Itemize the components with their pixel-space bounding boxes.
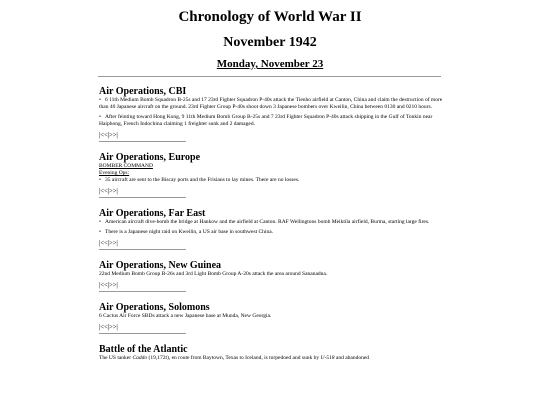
sub-heading: BOMBER COMMAND — [99, 163, 153, 169]
page-title: Chronology of World War II — [178, 9, 362, 25]
nav-first-link[interactable]: |<< — [99, 239, 108, 247]
nav-last-link[interactable]: >| — [112, 239, 118, 247]
nav-first-link[interactable]: |<< — [99, 323, 108, 331]
section-title: Battle of the Atlantic — [99, 344, 188, 355]
horizontal-rule — [98, 76, 441, 77]
nav-next-link[interactable]: > — [108, 281, 113, 289]
bullet-icon: • — [99, 97, 101, 103]
section-divider — [99, 333, 186, 334]
section-title: Air Operations, CBI — [99, 86, 187, 97]
nav-first-link[interactable]: |<< — [99, 187, 108, 195]
sub-heading: Evening Ops: — [99, 170, 130, 176]
bullet-icon: • — [99, 219, 101, 225]
nav-next-link[interactable]: > — [108, 131, 113, 139]
list-item: • After feinting toward Hong Kong, 9 11th Medium Bomb Group B-25s and 7 23rd Fighter Squadron P-40s attack shipping in the Gulf of Tonkin near Haiphong, French Indochina claiming 1 freighter sunk and 2 damaged. — [99, 114, 433, 127]
nav-first-link[interactable]: |<< — [99, 131, 108, 139]
nav-links: |<<|>>| — [99, 131, 118, 139]
page-subtitle: November 1942 — [223, 35, 317, 50]
section-divider — [99, 197, 186, 198]
list-item: • There is a Japanese night raid on Kweilin, a US air base in southwest China. — [99, 229, 274, 235]
section-divider — [99, 141, 186, 142]
list-item: • 6 11th Medium Bomb Squadron B-25s and 17 23rd Fighter Squadron P-40s attack the Tienho airfield at Canton, China and claim the destruction of more than 40 Japanese aircraft on the ground. 23rd Fighter Group P-40s shoot down 3 Japanese bombers over Kweilin, China between 0130 and 0210 hours. — [99, 97, 443, 110]
section-air-operations-solomons — [99, 302, 444, 334]
section-divider — [99, 249, 186, 250]
nav-first-link[interactable]: |<< — [99, 281, 108, 289]
nav-links: |<<|>>| — [99, 239, 118, 247]
nav-next-link[interactable]: > — [108, 187, 113, 195]
nav-last-link[interactable]: >| — [112, 281, 118, 289]
content-column — [99, 86, 444, 362]
section-text: 6 Cactus Air Force SBDs attack a new Japanese base at Munda, New Georgia. — [99, 313, 272, 319]
list-item: • 35 aircraft are sent to the Biscay ports and the Frisians to lay mines. There are no losses. — [99, 177, 300, 183]
section-text: The US tanker Caddo (19,172t), en route from Baytown, Texas to Iceland, is torpedoed and sunk by U-518 and abandoned — [99, 355, 370, 361]
nav-last-link[interactable]: >| — [112, 187, 118, 195]
nav-links: |<<|>>| — [99, 187, 118, 195]
section-air-operations-europe — [99, 152, 444, 198]
nav-links: |<<|>>| — [99, 281, 118, 289]
section-title: Air Operations, New Guinea — [99, 260, 222, 271]
section-text: 22nd Medium Bomb Group B-26s and 3rd Light Bomb Group A-20s attack the area around Sananadna. — [99, 271, 328, 277]
section-title: Air Operations, Solomons — [99, 302, 210, 313]
nav-next-link[interactable]: > — [108, 323, 113, 331]
bullet-icon: • — [99, 114, 101, 120]
bullet-icon: • — [99, 177, 101, 183]
nav-last-link[interactable]: >| — [112, 323, 118, 331]
nav-last-link[interactable]: >| — [112, 131, 118, 139]
day-heading: Monday, November 23 — [216, 58, 324, 70]
nav-next-link[interactable]: > — [108, 239, 113, 247]
section-title: Air Operations, Far East — [99, 208, 206, 219]
section-air-operations-far-east — [99, 208, 444, 250]
nav-links: |<<|>>| — [99, 323, 118, 331]
section-divider — [99, 291, 186, 292]
section-air-operations-cbi — [99, 86, 444, 142]
section-battle-of-the-atlantic — [99, 344, 444, 362]
list-item: • American aircraft dive-bomb the bridge at Hankow and the airfield at Canton. RAF Wellingtons bomb Meiktila airfield, Burma, starting large fires. — [99, 219, 430, 225]
section-title: Air Operations, Europe — [99, 152, 201, 163]
bullet-icon: • — [99, 229, 101, 235]
section-air-operations-new-guinea — [99, 260, 444, 292]
